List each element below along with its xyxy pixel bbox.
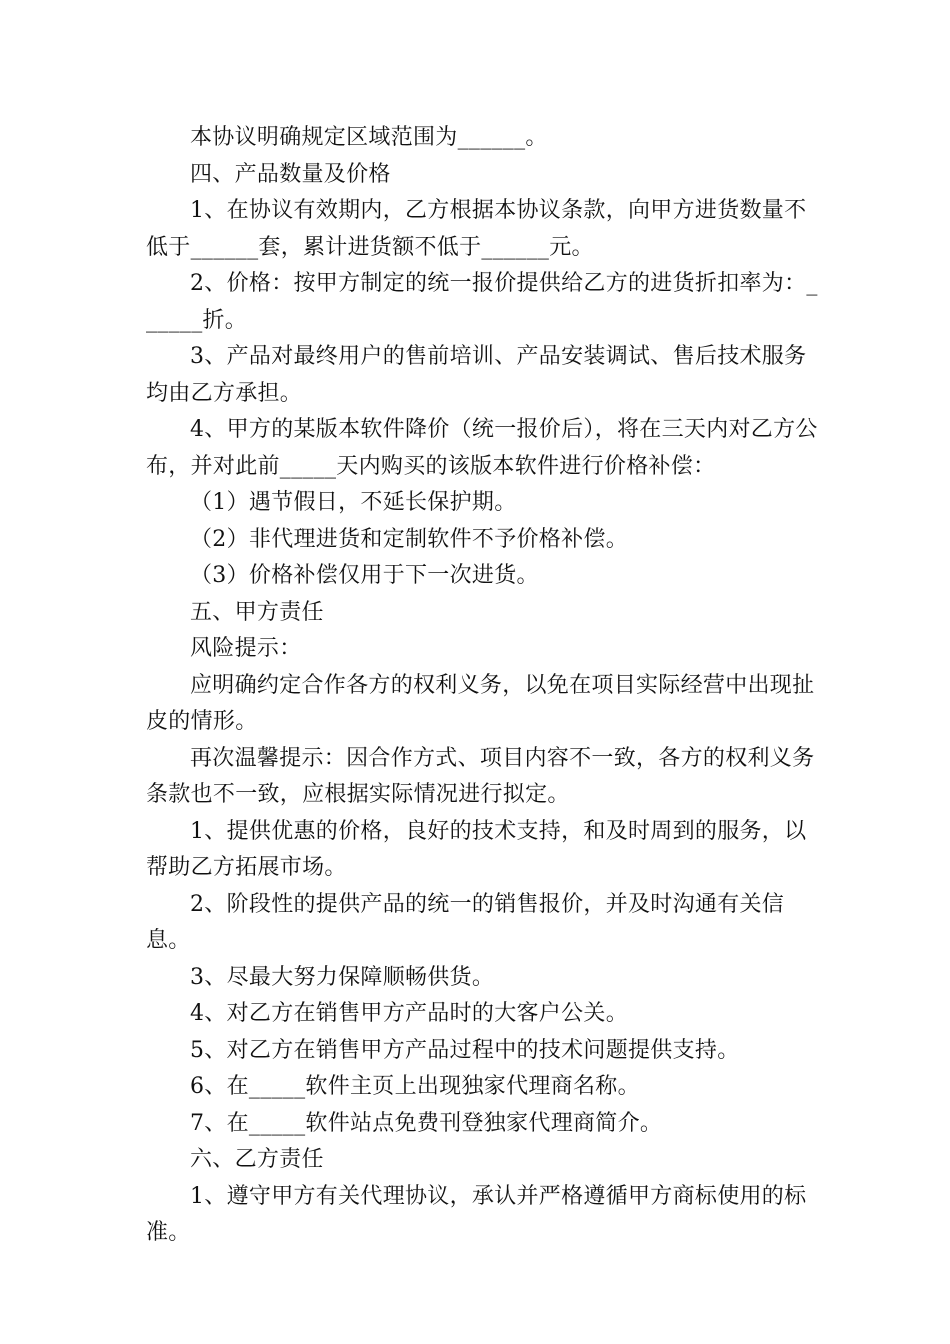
- heading-section-six: 六、乙方责任: [190, 1147, 324, 1172]
- document-body: [146, 120, 826, 1252]
- party-a-duty-1: 1、提供优惠的价格，良好的技术支持，和及时周到的服务，以帮助乙方拓展市场。: [146, 818, 807, 880]
- party-a-duty-5: 5、对乙方在销售甲方产品过程中的技术问题提供支持。: [190, 1037, 740, 1063]
- paragraph-price-compensation: 4、甲方的某版本软件降价（统一报价后），将在三天内对乙方公布，并对此前_____天内购买的该版本软件进行价格补偿：: [146, 417, 818, 479]
- paragraph-service: 3、产品对最终用户的售前培训、产品安装调试、售后技术服务均由乙方承担。: [146, 344, 807, 406]
- party-a-duty-3: 3、尽最大努力保障顺畅供货。: [190, 964, 495, 990]
- heading-section-five: 五、甲方责任: [190, 599, 324, 625]
- party-a-duty-2: 2、阶段性的提供产品的统一的销售报价，并及时沟通有关信息。: [146, 891, 785, 953]
- party-a-duty-7: 7、在_____软件站点免费刊登独家代理商简介。: [190, 1110, 663, 1136]
- party-a-duty-6: 6、在_____软件主页上出现独家代理商名称。: [190, 1074, 640, 1099]
- party-b-duty-1: 1、遵守甲方有关代理协议，承认并严格遵循甲方商标使用的标准。: [146, 1183, 807, 1245]
- heading-section-four: 四、产品数量及价格: [190, 161, 391, 187]
- reminder-text: 再次温馨提示：因合作方式、项目内容不一致，各方的权利义务条款也不一致，应根据实际情况进行拟定。: [146, 745, 815, 807]
- paragraph-region-scope: 本协议明确规定区域范围为______。: [190, 125, 548, 150]
- list-item-non-agent: （2）非代理进货和定制软件不予价格补偿。: [190, 526, 628, 552]
- list-item-next-order: （3）价格补偿仅用于下一次进货。: [190, 563, 539, 588]
- risk-warning-label: 风险提示：: [190, 636, 302, 661]
- paragraph-price: 2、价格：按甲方制定的统一报价提供给乙方的进货折扣率为：______折。: [146, 271, 818, 333]
- list-item-holidays: （1）遇节假日，不延长保护期。: [190, 490, 517, 515]
- risk-warning-text: 应明确约定合作各方的权利义务，以免在项目实际经营中出现扯皮的情形。: [146, 672, 815, 734]
- party-a-duty-4: 4、对乙方在销售甲方产品时的大客户公关。: [190, 1001, 628, 1026]
- paragraph-quantity: 1、在协议有效期内，乙方根据本协议条款，向甲方进货数量不低于______套，累计进货额不低于______元。: [146, 198, 807, 260]
